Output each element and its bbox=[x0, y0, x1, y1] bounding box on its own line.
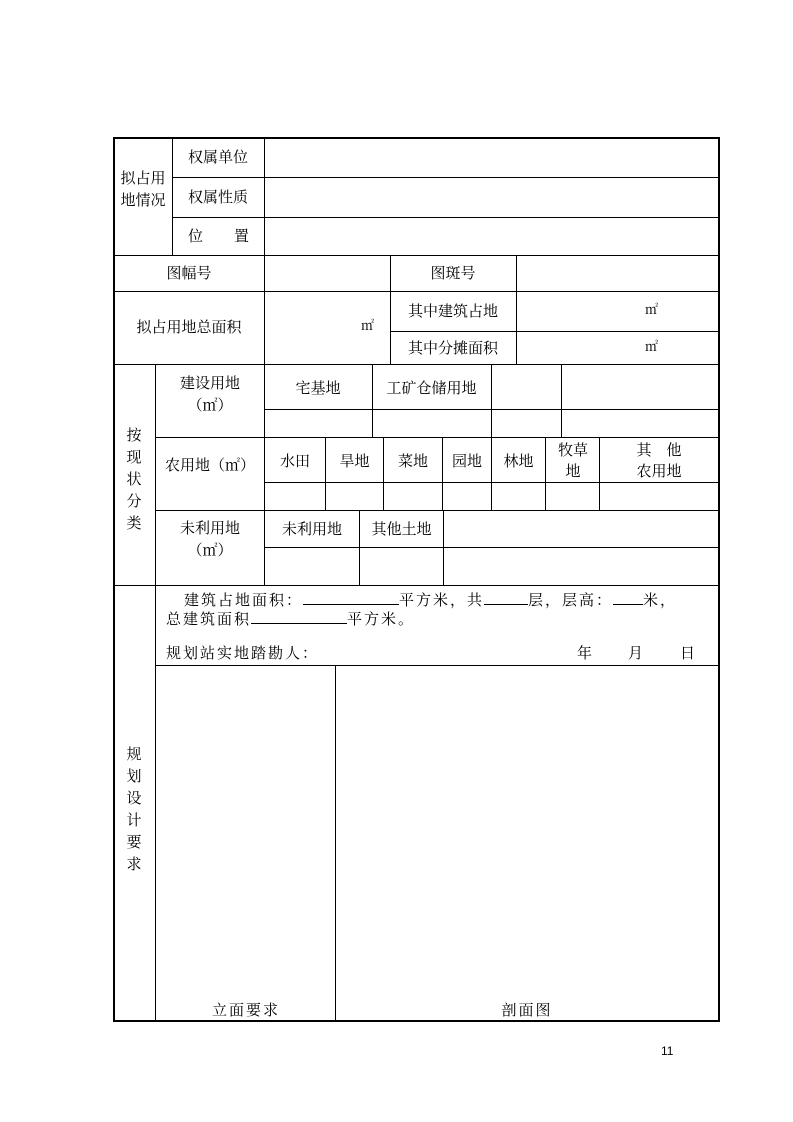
other-agricultural-label-1: 其 他 bbox=[636, 441, 682, 459]
surveyor-label: 规划站实地踏勘人： bbox=[166, 644, 320, 662]
pasture-label: 牧草地 bbox=[557, 441, 588, 480]
orchard-field[interactable] bbox=[444, 484, 490, 509]
total-area-unit: ㎡ bbox=[361, 319, 375, 334]
unused-land-unit: （㎡） bbox=[187, 541, 233, 559]
footprint-line: 建筑占地面积： 平方米，共 层，层高： 米， bbox=[184, 588, 677, 610]
classification-group-label: 按现状分类 bbox=[126, 426, 142, 532]
footprint-area-blank[interactable] bbox=[303, 588, 399, 605]
pasture-field[interactable] bbox=[547, 484, 598, 509]
total-building-area-blank[interactable] bbox=[251, 607, 347, 624]
date-month-label: 月 bbox=[628, 644, 644, 662]
other-agricultural-field[interactable] bbox=[601, 484, 717, 509]
other-land-label: 其他土地 bbox=[371, 520, 432, 538]
industrial-storage-field[interactable] bbox=[374, 411, 490, 436]
frame-bottom bbox=[113, 1020, 719, 1022]
date-day-label: 日 bbox=[680, 644, 696, 662]
agricultural-land-label: 农用地（㎡） bbox=[164, 456, 255, 474]
homestead-label: 宅基地 bbox=[295, 379, 341, 397]
construction-land-unit: （㎡） bbox=[187, 396, 233, 414]
frame-right bbox=[718, 137, 720, 1022]
construction-land-label: 建设用地 bbox=[179, 374, 240, 392]
paddy-label: 水田 bbox=[279, 452, 310, 470]
section-view-label: 剖面图 bbox=[501, 1001, 553, 1019]
map-patch-no-label: 图斑号 bbox=[430, 264, 476, 282]
shared-area-field[interactable] bbox=[518, 333, 638, 363]
elevation-requirements-label: 立面要求 bbox=[211, 1001, 280, 1019]
forest-label: 林地 bbox=[503, 452, 534, 470]
page-number: 11 bbox=[661, 1044, 674, 1058]
other-agricultural-label-2: 农用地 bbox=[636, 462, 682, 480]
owner-unit-label: 权属单位 bbox=[187, 148, 248, 166]
floor-height-blank[interactable] bbox=[613, 588, 643, 605]
building-footprint-field[interactable] bbox=[518, 293, 638, 330]
homestead-field[interactable] bbox=[266, 411, 371, 436]
total-area-field[interactable] bbox=[266, 293, 356, 363]
unused-sub-label: 未利用地 bbox=[281, 520, 342, 538]
paddy-field[interactable] bbox=[266, 484, 324, 509]
map-sheet-no-field[interactable] bbox=[266, 257, 389, 290]
location-label-b: 置 bbox=[234, 227, 250, 245]
section-proposed-land-label: 拟占用地情况 bbox=[120, 169, 166, 209]
unused-land-field[interactable] bbox=[266, 549, 358, 584]
owner-unit-field[interactable] bbox=[266, 139, 716, 176]
building-footprint-label: 其中建筑占地 bbox=[407, 302, 498, 320]
map-sheet-no-label: 图幅号 bbox=[166, 264, 212, 282]
industrial-storage-label: 工矿仓储用地 bbox=[386, 379, 477, 397]
surveyor-field[interactable] bbox=[330, 643, 560, 663]
forest-field[interactable] bbox=[493, 484, 544, 509]
owner-nature-label: 权属性质 bbox=[187, 188, 248, 206]
total-area-label: 拟占用地总面积 bbox=[136, 318, 242, 336]
total-building-area-line: 总建筑面积 平方米。 bbox=[166, 607, 415, 629]
other-land-field[interactable] bbox=[361, 549, 442, 584]
owner-nature-field[interactable] bbox=[266, 179, 716, 216]
dry-land-field[interactable] bbox=[327, 484, 382, 509]
orchard-label: 园地 bbox=[451, 452, 482, 470]
building-footprint-unit: ㎡ bbox=[645, 303, 659, 318]
shared-area-unit: ㎡ bbox=[645, 340, 659, 355]
shared-area-label: 其中分摊面积 bbox=[407, 339, 498, 357]
section-view-area[interactable] bbox=[337, 667, 717, 997]
date-year-label: 年 bbox=[577, 644, 593, 662]
floors-blank[interactable] bbox=[484, 588, 528, 605]
dry-land-label: 旱地 bbox=[339, 452, 370, 470]
elevation-requirements-area[interactable] bbox=[157, 667, 334, 997]
design-requirements-label: 规划设计要求 bbox=[126, 745, 142, 873]
vegetable-land-label: 菜地 bbox=[397, 452, 428, 470]
map-patch-no-field[interactable] bbox=[518, 257, 716, 290]
unused-land-label: 未利用地 bbox=[179, 519, 240, 537]
location-field[interactable] bbox=[266, 219, 716, 254]
vegetable-land-field[interactable] bbox=[385, 484, 441, 509]
location-label-a: 位 bbox=[188, 227, 204, 245]
